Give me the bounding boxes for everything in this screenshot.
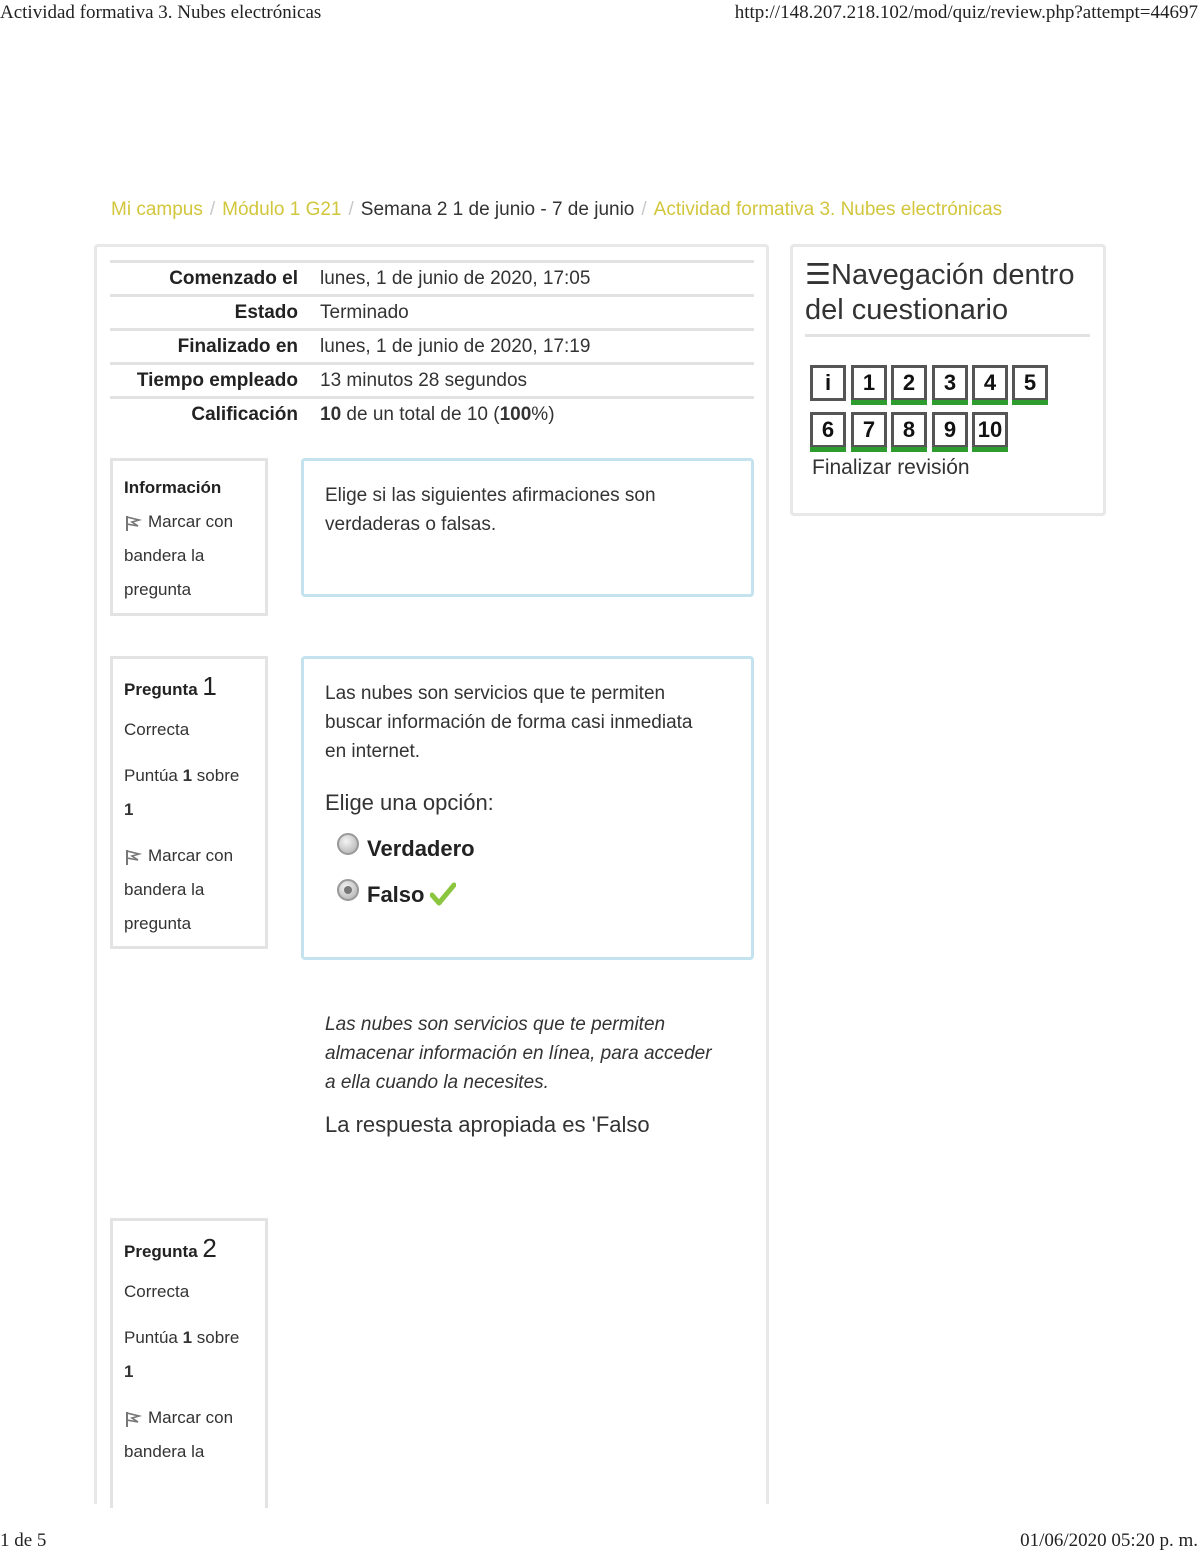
score-value: 1 <box>182 1328 193 1347</box>
score-text: Puntúa <box>124 766 183 785</box>
question-number: 2 <box>202 1233 217 1263</box>
grade-percent: 100 <box>499 404 532 426</box>
question-text-line: buscar información de forma casi inmediata <box>325 712 693 733</box>
info-content <box>301 458 754 597</box>
answer-prompt: Elige una opción: <box>325 790 494 815</box>
summary-value: lunes, 1 de junio de 2020, 17:05 <box>320 267 591 289</box>
quiz-navigation-title <box>805 258 1090 337</box>
flag-label: pregunta <box>124 914 192 933</box>
print-datetime: 01/06/2020 05:20 p. m. <box>1020 1530 1198 1551</box>
flag-question-link[interactable] <box>124 839 254 941</box>
flag-label: bandera la <box>124 880 205 899</box>
checkmark-icon <box>430 882 456 906</box>
info-title: Información <box>124 478 222 497</box>
flag-question-link[interactable] <box>124 505 254 607</box>
flag-question-link[interactable] <box>124 1401 254 1469</box>
flag-label: bandera la <box>124 546 205 565</box>
radio-checked-icon[interactable] <box>337 879 359 901</box>
summary-label: Tiempo empleado <box>136 369 298 391</box>
grade-score: 10 <box>320 404 342 426</box>
grade-percent-suffix: %) <box>531 404 555 426</box>
info-text-line: Elige si las siguientes afirmaciones son <box>325 485 656 506</box>
question-1-score <box>124 759 254 827</box>
summary-label: Calificación <box>191 404 298 426</box>
question-1-content <box>301 656 754 960</box>
breadcrumb-semana: Semana 2 1 de junio - 7 de junio <box>360 199 635 220</box>
summary-row-state <box>110 296 754 330</box>
nav-button-info[interactable]: i <box>810 365 846 401</box>
question-text-line: Las nubes son servicios que te permiten <box>325 683 666 704</box>
summary-row-grade <box>110 398 754 432</box>
option-falso[interactable] <box>325 871 730 917</box>
question-1-text <box>325 679 730 766</box>
summary-row-finished <box>110 330 754 364</box>
radio-unchecked-icon[interactable] <box>337 833 359 855</box>
menu-icon: ☰ <box>805 259 831 291</box>
feedback-line: almacenar información en línea, para acceder <box>325 1043 712 1064</box>
breadcrumb-separator: / <box>348 199 354 220</box>
question-label: Pregunta <box>124 680 198 699</box>
nav-title-line: del cuestionario <box>805 294 1009 326</box>
nav-button-8[interactable]: 8 <box>891 412 927 448</box>
question-label: Pregunta <box>124 1242 198 1261</box>
score-value: 1 <box>182 766 193 785</box>
score-max: 1 <box>124 1362 134 1381</box>
question-2-status: Correcta <box>124 1282 190 1301</box>
grade-total: de un total de 10 ( <box>341 404 500 426</box>
nav-button-9[interactable]: 9 <box>932 412 968 448</box>
summary-row-time <box>110 364 754 398</box>
finish-review-link[interactable]: Finalizar revisión <box>812 456 970 479</box>
summary-label: Estado <box>234 301 298 323</box>
score-text: sobre <box>192 1328 240 1347</box>
flag-icon <box>124 1410 142 1428</box>
nav-button-3[interactable]: 3 <box>932 365 968 401</box>
question-2-title <box>124 1231 254 1269</box>
question-2-info <box>110 1218 268 1508</box>
flag-icon <box>124 514 142 532</box>
feedback-line: a ella cuando la necesites. <box>325 1072 549 1093</box>
attempt-summary-table <box>110 260 754 432</box>
flag-icon <box>124 848 142 866</box>
question-1-status: Correcta <box>124 720 190 739</box>
nav-button-7[interactable]: 7 <box>851 412 887 448</box>
nav-button-1[interactable]: 1 <box>851 365 887 401</box>
breadcrumb-mi-campus[interactable]: Mi campus <box>111 199 203 220</box>
nav-title-line: Navegación dentro <box>831 259 1075 291</box>
option-label: Falso <box>367 881 425 907</box>
score-max: 1 <box>124 800 134 819</box>
flag-label: Marcar con <box>148 1408 234 1427</box>
summary-value: Terminado <box>320 301 409 323</box>
info-text-line: verdaderas o falsas. <box>325 514 497 535</box>
print-page-url: http://148.207.218.102/mod/quiz/review.php?attempt=44697 <box>734 2 1198 23</box>
breadcrumb-separator: / <box>641 199 647 220</box>
feedback-line: Las nubes son servicios que te permiten <box>325 1014 666 1035</box>
nav-button-4[interactable]: 4 <box>972 365 1008 401</box>
question-1-right-answer: La respuesta apropiada es 'Falso <box>325 1112 650 1137</box>
flag-label: bandera la <box>124 1442 205 1461</box>
summary-row-started <box>110 262 754 296</box>
breadcrumb-modulo[interactable]: Módulo 1 G21 <box>222 199 342 220</box>
flag-label: Marcar con <box>148 846 234 865</box>
summary-label: Finalizado en <box>177 335 298 357</box>
summary-label: Comenzado el <box>169 267 298 289</box>
nav-button-2[interactable]: 2 <box>891 365 927 401</box>
question-2-score <box>124 1321 254 1389</box>
breadcrumb-actividad[interactable]: Actividad formativa 3. Nubes electrónicas <box>653 199 1003 220</box>
summary-value: 13 minutos 28 segundos <box>320 369 528 391</box>
option-label: Verdadero <box>367 835 475 861</box>
print-page-number: 1 de 5 <box>0 1530 47 1551</box>
grade-value <box>310 398 754 432</box>
question-1-title <box>124 669 254 707</box>
nav-button-5[interactable]: 5 <box>1012 365 1048 401</box>
question-1-info <box>110 656 268 949</box>
breadcrumb <box>111 199 1002 221</box>
breadcrumb-separator: / <box>209 199 216 220</box>
summary-value: lunes, 1 de junio de 2020, 17:19 <box>320 335 591 357</box>
flag-label: Marcar con <box>148 512 234 531</box>
score-text: Puntúa <box>124 1328 183 1347</box>
info-question-info <box>110 458 268 616</box>
question-1-feedback <box>325 1010 735 1097</box>
nav-button-10[interactable]: 10 <box>972 412 1008 448</box>
question-text-line: en internet. <box>325 741 421 762</box>
print-page-title: Actividad formativa 3. Nubes electrónicas <box>0 2 322 23</box>
score-text: sobre <box>192 766 240 785</box>
option-verdadero[interactable] <box>325 825 730 871</box>
nav-button-6[interactable]: 6 <box>810 412 846 448</box>
question-number: 1 <box>202 671 217 701</box>
flag-label: pregunta <box>124 580 192 599</box>
info-text <box>325 481 730 539</box>
